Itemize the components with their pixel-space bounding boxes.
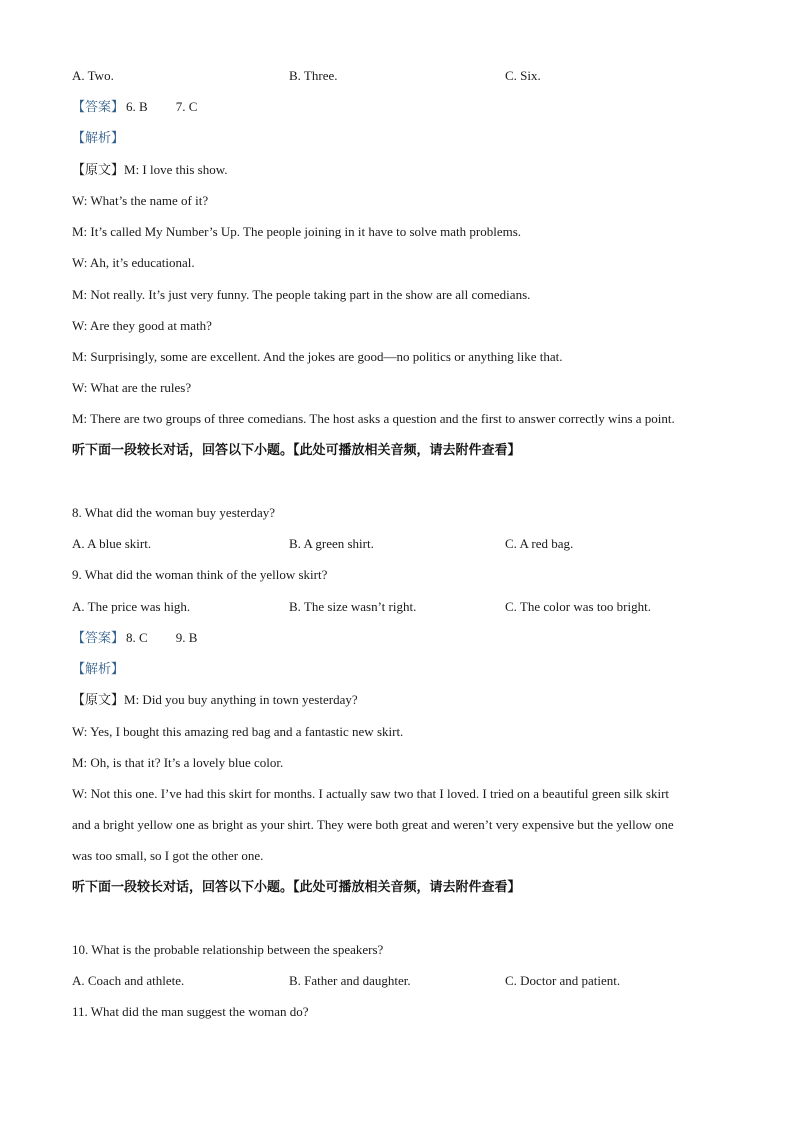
analysis-line [72,661,124,678]
question-10: 10. What is the probable relationship between the speakers? [72,942,384,957]
answer-line [72,630,197,647]
transcript-line: M: There are two groups of three comedians. The host asks a question and the first to answer correctly wins a point. [72,411,675,426]
transcript-line: W: What’s the name of it? [72,193,209,208]
transcript-line: M: Surprisingly, some are excellent. And the jokes are good—no politics or anything like that. [72,349,563,364]
transcript-line: W: Not this one. I’ve had this skirt for months. I actually saw two that I loved. I tried on a beautiful green silk skirt [72,786,670,801]
option-a: A. Two. [72,68,114,83]
transcript-line: W: What are the rules? [72,380,192,395]
analysis-line [72,130,124,147]
answer-tag: 【答案】 [72,100,125,115]
analysis-tag: 【解析】 [72,662,125,677]
option-b: B. Father and daughter. [289,973,411,988]
option-a: A. The price was high. [72,599,191,614]
transcript-line: M: It’s called My Number’s Up. The people joining in it have to solve math problems. [72,224,522,239]
transcript-line: was too small, so I got the other one. [72,848,264,863]
transcript-line: and a bright yellow one as bright as your shirt. They were both great and weren’t very expensive but the yellow one [72,817,674,832]
transcript-line: M: Not really. It’s just very funny. The people taking part in the show are all comedians. [72,287,531,302]
original-tag: 【原文】 [72,162,125,177]
transcript-line [72,692,358,708]
audio-instruction: 听下面一段较长对话，回答以下小题。【此处可播放相关音频，请去附件查看】 [72,443,521,458]
option-c: C. The color was too bright. [505,599,651,614]
transcript-line: M: Oh, is that it? It’s a lovely blue color. [72,755,284,770]
option-b: B. Three. [289,68,338,83]
answer-value: 6. B [126,99,148,114]
option-c: C. Doctor and patient. [505,973,621,988]
analysis-tag: 【解析】 [72,131,125,146]
option-b: B. A green shirt. [289,536,374,551]
transcript-text: M: Did you buy anything in town yesterday? [124,692,358,707]
answer-value: 7. C [175,99,198,114]
question-9: 9. What did the woman think of the yellow skirt? [72,567,328,582]
audio-instruction: 听下面一段较长对话，回答以下小题。【此处可播放相关音频，请去附件查看】 [72,880,521,895]
question-11: 11. What did the man suggest the woman do? [72,1004,309,1019]
answer-value: 8. C [126,630,148,645]
answer-tag: 【答案】 [72,631,125,646]
option-b: B. The size wasn’t right. [289,599,417,614]
answer-line [72,99,197,116]
transcript-line: W: Are they good at math? [72,318,212,333]
answer-value: 9. B [175,630,198,645]
option-a: A. Coach and athlete. [72,973,185,988]
transcript-line: W: Yes, I bought this amazing red bag and a fantastic new skirt. [72,724,404,739]
option-a: A. A blue skirt. [72,536,152,551]
option-c: C. Six. [505,68,541,83]
option-c: C. A red bag. [505,536,574,551]
question-8: 8. What did the woman buy yesterday? [72,505,276,520]
transcript-line: W: Ah, it’s educational. [72,255,195,270]
transcript-text: M: I love this show. [124,162,228,177]
original-tag: 【原文】 [72,692,125,707]
transcript-line [72,162,228,178]
